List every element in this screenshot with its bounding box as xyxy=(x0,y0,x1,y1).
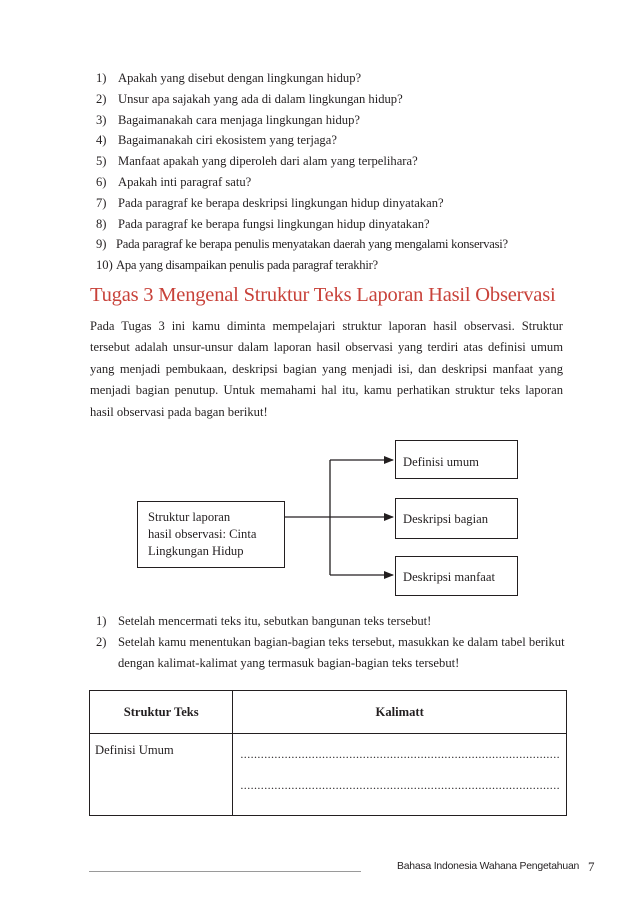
section-title: Tugas 3 Mengenal Struktur Teks Laporan Hasil Observasi xyxy=(90,284,556,306)
list-item: 2) Setelah kamu menentukan bagian-bagian teks tersebut, masukkan ke dalam tabel berikut dengan kalimat-kalimat yang termasuk bagian-bagian teks tersebut! xyxy=(96,635,565,670)
diagram-box-deskripsi-bagian: Deskripsi bagian xyxy=(395,498,518,539)
list-item: 1) Apakah yang disebut dengan lingkungan hidup? xyxy=(96,71,362,85)
column-header-struktur: Struktur Teks xyxy=(90,691,233,734)
list-item: 9) Pada paragraf ke berapa penulis menyatakan daerah yang mengalami konservasi? xyxy=(96,237,508,252)
row-label: Definisi Umum xyxy=(90,734,233,816)
task-list xyxy=(96,611,566,674)
list-item: 10) Apa yang disampaikan penulis pada paragraf terakhir? xyxy=(96,258,378,273)
list-item: 7) Pada paragraf ke berapa deskripsi lingkungan hidup dinyatakan? xyxy=(96,195,444,210)
answer-line: .............................................................................................. xyxy=(240,747,560,761)
diagram-main-box: Struktur laporan hasil observasi: Cinta Lingkungan Hidup xyxy=(137,501,285,568)
list-item: 8) Pada paragraf ke berapa fungsi lingkungan hidup dinyatakan? xyxy=(96,216,430,231)
diagram-box-definisi-umum: Definisi umum xyxy=(395,440,518,479)
page-number: 7 xyxy=(588,859,595,874)
table-header-row xyxy=(90,691,567,734)
list-item: 5) Manfaat apakah yang diperoleh dari alam yang terpelihara? xyxy=(96,154,418,169)
answer-cell xyxy=(233,734,567,816)
diagram-box-deskripsi-manfaat: Deskripsi manfaat xyxy=(395,556,518,596)
section-intro: Pada Tugas 3 ini kamu diminta mempelajari struktur laporan hasil observasi. Struktur tersebut adalah unsur-unsur dalam laporan hasil observasi yang terdiri atas definisi umum yang menjadi pembukaan, deskripsi bagian yang menjadi isi, dan deskripsi manfaat yang menjadi bagian penutup. Untuk memahami hal itu, kamu perhatikan struktur teks laporan hasil observasi pada bagan berikut! xyxy=(90,319,563,419)
answer-line: .............................................................................................. xyxy=(240,778,560,792)
table-row xyxy=(90,734,567,816)
list-item: 6) Apakah inti paragraf satu? xyxy=(96,174,252,189)
list-item: 3) Bagaimanakah cara menjaga lingkungan hidup? xyxy=(96,112,360,127)
list-item: 4) Bagaimanakah ciri ekosistem yang terjaga? xyxy=(96,133,337,148)
list-item: 2) Unsur apa sajakah yang ada di dalam lingkungan hidup? xyxy=(96,91,403,106)
column-header-kalimat: Kalimatt xyxy=(233,691,567,734)
footer-book-title: Bahasa Indonesia Wahana Pengetahuan xyxy=(397,861,580,872)
list-item: 1) Setelah mencermati teks itu, sebutkan bangunan teks tersebut! xyxy=(96,614,432,628)
footer-divider xyxy=(89,871,361,872)
question-list xyxy=(96,68,576,276)
structure-table xyxy=(89,690,567,816)
